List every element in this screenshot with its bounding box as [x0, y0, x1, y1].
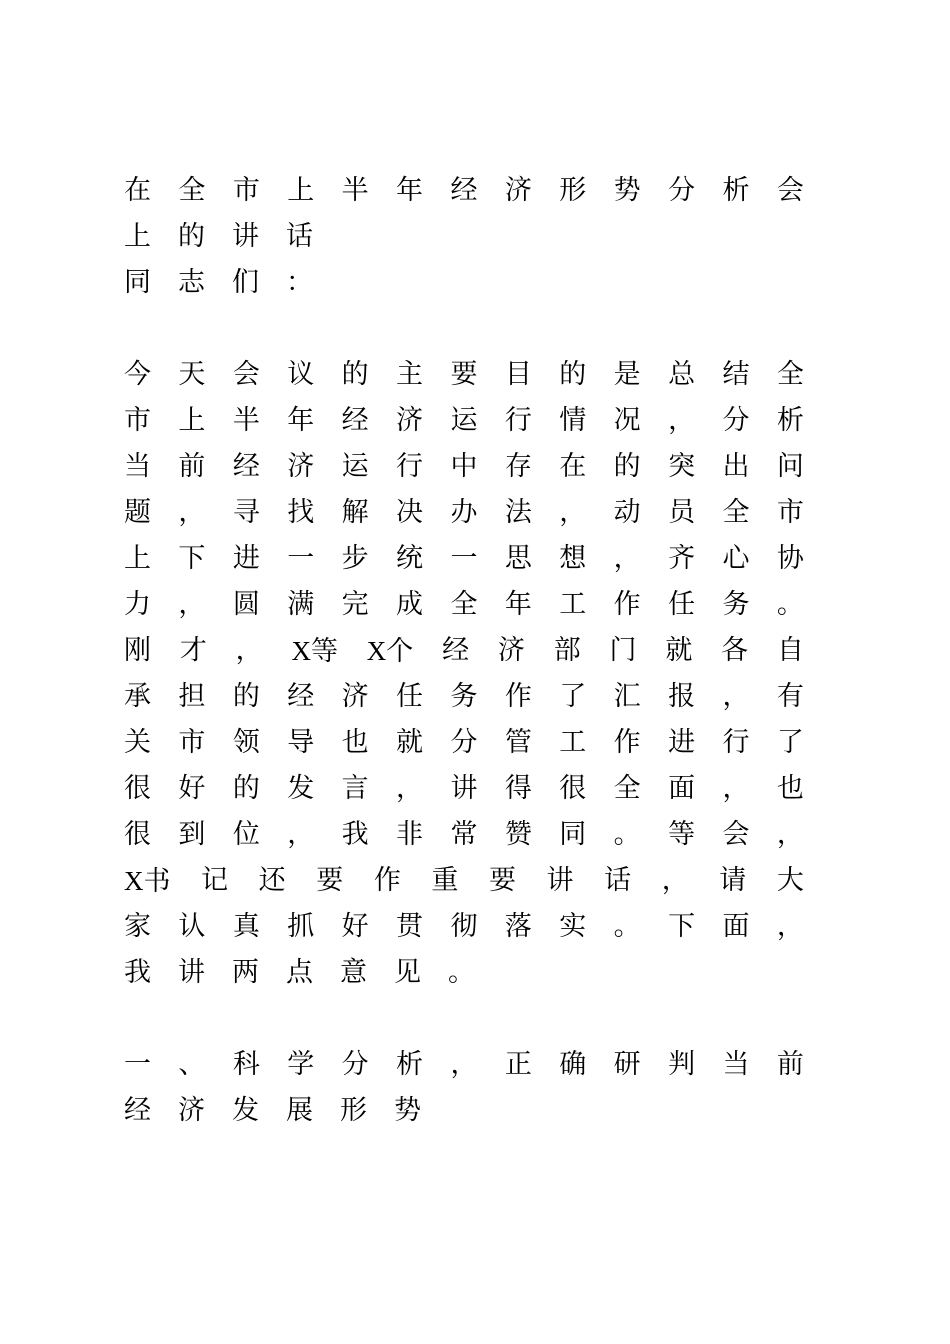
char: 经	[232, 451, 260, 482]
char: 一	[124, 1049, 151, 1080]
char: 位	[232, 819, 260, 850]
char: 非	[396, 819, 424, 850]
char: 工	[559, 727, 587, 758]
char: 。	[776, 589, 804, 620]
char: 认	[178, 911, 206, 942]
title-line	[124, 214, 804, 260]
char: X等	[291, 635, 338, 667]
char: 也	[341, 727, 369, 758]
char: 担	[178, 681, 206, 712]
paragraph-line	[124, 858, 804, 904]
char: 上	[124, 543, 151, 574]
char: 工	[559, 589, 587, 620]
char: 满	[287, 589, 315, 620]
char: 办	[450, 497, 478, 528]
char: 法	[504, 497, 532, 528]
document-page	[124, 168, 804, 1134]
char: 在	[124, 175, 151, 206]
char: 经	[450, 175, 478, 206]
char: ，	[668, 405, 696, 436]
char: 的	[341, 359, 369, 390]
char: 全	[613, 773, 641, 804]
char: 年	[287, 405, 315, 436]
salutation	[124, 260, 804, 306]
char: 议	[287, 359, 315, 390]
paragraph-line	[124, 444, 804, 490]
char: ，	[559, 497, 587, 528]
char: 面	[722, 911, 750, 942]
char: 员	[668, 497, 696, 528]
char: 就	[665, 635, 693, 666]
char: 同	[559, 819, 587, 850]
char: 大	[776, 865, 804, 896]
char: ，	[450, 1049, 478, 1080]
char: 结	[722, 359, 750, 390]
section-heading-1	[124, 1042, 804, 1134]
char: 很	[124, 819, 151, 850]
char: 还	[258, 865, 286, 896]
char: 前	[178, 451, 206, 482]
char: 是	[613, 359, 641, 390]
char: 点	[286, 957, 313, 988]
char: ，	[287, 819, 315, 850]
char: 作	[613, 727, 641, 758]
paragraph-line	[124, 398, 804, 444]
char: 真	[232, 911, 260, 942]
char: 务	[450, 681, 478, 712]
char: 析	[722, 175, 750, 206]
char: 贯	[396, 911, 424, 942]
char: 主	[396, 359, 424, 390]
char: 面	[668, 773, 696, 804]
char: 运	[341, 451, 369, 482]
char: 想	[559, 543, 587, 574]
paragraph-line	[124, 950, 804, 996]
char: 。	[613, 819, 641, 850]
char: 意	[340, 957, 367, 988]
char: 行	[722, 727, 750, 758]
char: 各	[721, 635, 749, 666]
char: 在	[559, 451, 587, 482]
char: 找	[287, 497, 315, 528]
char: 刚	[124, 635, 151, 666]
char: 半	[232, 405, 260, 436]
char: 很	[559, 773, 587, 804]
char: 经	[442, 635, 470, 666]
char: 济	[341, 681, 369, 712]
char: 上	[178, 405, 206, 436]
char: 要	[450, 359, 478, 390]
char: ，	[396, 773, 424, 804]
char: 才	[179, 635, 207, 666]
char: 天	[178, 359, 206, 390]
char: 要	[316, 865, 344, 896]
char: 一	[450, 543, 478, 574]
char: 上	[287, 175, 315, 206]
char: 统	[396, 543, 424, 574]
char: 汇	[613, 681, 641, 712]
char: 发	[232, 1095, 259, 1126]
char: 行	[396, 451, 424, 482]
char: 。	[613, 911, 641, 942]
char: 上	[124, 221, 151, 252]
char: 同	[124, 267, 151, 298]
char: 前	[776, 1049, 804, 1080]
char: 出	[722, 451, 750, 482]
char: ，	[178, 589, 206, 620]
blank-line	[124, 996, 804, 1042]
char: 分	[722, 405, 750, 436]
char: 很	[124, 773, 151, 804]
char: 一	[287, 543, 315, 574]
char: 会	[232, 359, 260, 390]
char: ，	[613, 543, 641, 574]
paragraph-line	[124, 812, 804, 858]
char: 务	[722, 589, 750, 620]
char: 请	[719, 865, 747, 896]
char: 进	[232, 543, 260, 574]
char: ，	[776, 819, 804, 850]
char: ，	[722, 681, 750, 712]
char: 会	[776, 175, 804, 206]
char: ，	[178, 497, 206, 528]
char: 步	[341, 543, 369, 574]
char: 的	[178, 221, 205, 252]
char: 今	[124, 359, 151, 390]
char: 彻	[450, 911, 478, 942]
char: 分	[668, 175, 696, 206]
char: 当	[722, 1049, 750, 1080]
char: 讲	[178, 957, 205, 988]
char: 言	[341, 773, 369, 804]
char: 动	[613, 497, 641, 528]
heading-line	[124, 1088, 804, 1134]
char: 了	[559, 681, 587, 712]
char: 突	[668, 451, 696, 482]
char: 市	[776, 497, 804, 528]
char: 势	[394, 1095, 421, 1126]
char: 析	[776, 405, 804, 436]
paragraph-line	[124, 674, 804, 720]
char: 正	[504, 1049, 532, 1080]
char: 得	[504, 773, 532, 804]
char: 关	[124, 727, 151, 758]
char: 全	[722, 497, 750, 528]
char: 科	[232, 1049, 260, 1080]
char: 两	[232, 957, 259, 988]
char: 形	[559, 175, 587, 206]
char: 任	[668, 589, 696, 620]
paragraph-line	[124, 766, 804, 812]
char: 况	[613, 405, 641, 436]
char: 作	[613, 589, 641, 620]
char: 学	[287, 1049, 315, 1080]
char: 领	[232, 727, 260, 758]
char: 重	[431, 865, 459, 896]
char: 部	[553, 635, 581, 666]
char: 报	[668, 681, 696, 712]
char: 我	[124, 957, 151, 988]
char: 中	[450, 451, 478, 482]
char: 完	[341, 589, 369, 620]
char: 的	[559, 359, 587, 390]
char: 济	[504, 175, 532, 206]
char: 承	[124, 681, 151, 712]
char: 下	[668, 911, 696, 942]
char: 情	[559, 405, 587, 436]
char: 确	[559, 1049, 587, 1080]
char: 圆	[232, 589, 260, 620]
char: 力	[124, 589, 151, 620]
char: 展	[286, 1095, 313, 1126]
char: 有	[776, 681, 804, 712]
char: 齐	[668, 543, 696, 574]
char: ，	[776, 911, 804, 942]
char: 也	[776, 773, 804, 804]
char: 全	[776, 359, 804, 390]
char: 实	[559, 911, 587, 942]
char: 济	[396, 405, 424, 436]
char: 全	[178, 175, 206, 206]
char: 落	[504, 911, 532, 942]
char: 济	[178, 1095, 205, 1126]
char: 年	[504, 589, 532, 620]
char: 析	[396, 1049, 424, 1080]
char: 全	[450, 589, 478, 620]
char: 市	[178, 727, 206, 758]
char: 研	[613, 1049, 641, 1080]
paragraph-line	[124, 352, 804, 398]
char: 分	[450, 727, 478, 758]
char: ，	[235, 635, 263, 666]
char: 门	[609, 635, 637, 666]
paragraph-line	[124, 720, 804, 766]
char: 话	[286, 221, 313, 252]
char: 作	[373, 865, 401, 896]
char: 年	[396, 175, 424, 206]
char: 的	[232, 681, 260, 712]
char: 目	[504, 359, 532, 390]
char: 市	[124, 405, 151, 436]
char: 好	[341, 911, 369, 942]
char: 抓	[287, 911, 315, 942]
char: 进	[668, 727, 696, 758]
char: 们	[232, 267, 259, 298]
char: 了	[776, 727, 804, 758]
char: 自	[776, 635, 804, 666]
char: 经	[124, 1095, 151, 1126]
char: 就	[396, 727, 424, 758]
char: 记	[201, 865, 229, 896]
char: 的	[613, 451, 641, 482]
char: 我	[341, 819, 369, 850]
char: 。	[448, 957, 475, 988]
char: 讲	[232, 221, 259, 252]
char: 讲	[546, 865, 574, 896]
char: 要	[488, 865, 516, 896]
char: 下	[178, 543, 206, 574]
char: 讲	[450, 773, 478, 804]
char: ：	[286, 267, 313, 298]
char: 管	[504, 727, 532, 758]
char: 思	[504, 543, 532, 574]
char: 寻	[232, 497, 260, 528]
char: 市	[232, 175, 260, 206]
title-line	[124, 168, 804, 214]
char: 题	[124, 497, 151, 528]
char: 发	[287, 773, 315, 804]
char: 、	[178, 1049, 206, 1080]
char: 运	[450, 405, 478, 436]
char: 等	[668, 819, 696, 850]
char: X书	[124, 865, 171, 897]
char: 经	[341, 405, 369, 436]
paragraph-line	[124, 490, 804, 536]
char: 济	[497, 635, 525, 666]
blank-line	[124, 306, 804, 352]
char: 行	[504, 405, 532, 436]
char: 解	[341, 497, 369, 528]
char: 当	[124, 451, 151, 482]
char: 见	[394, 957, 421, 988]
char: 家	[124, 911, 151, 942]
char: 好	[178, 773, 206, 804]
paragraph-line	[124, 628, 804, 674]
paragraph-1	[124, 352, 804, 996]
char: ，	[661, 865, 689, 896]
title	[124, 168, 804, 260]
char: 到	[178, 819, 206, 850]
char: 导	[287, 727, 315, 758]
char: 作	[504, 681, 532, 712]
char: 势	[613, 175, 641, 206]
paragraph-line	[124, 536, 804, 582]
heading-line	[124, 1042, 804, 1088]
char: 分	[341, 1049, 369, 1080]
paragraph-line	[124, 904, 804, 950]
char: 问	[776, 451, 804, 482]
char: 任	[396, 681, 424, 712]
char: ，	[722, 773, 750, 804]
char: X个	[366, 635, 414, 667]
char: 形	[340, 1095, 367, 1126]
char: 存	[504, 451, 532, 482]
char: 会	[722, 819, 750, 850]
char: 志	[178, 267, 205, 298]
char: 决	[396, 497, 424, 528]
char: 成	[396, 589, 424, 620]
char: 常	[450, 819, 478, 850]
char: 半	[341, 175, 369, 206]
char: 的	[232, 773, 260, 804]
char: 话	[604, 865, 632, 896]
char: 赞	[504, 819, 532, 850]
char: 协	[776, 543, 804, 574]
char: 总	[668, 359, 696, 390]
char: 经	[287, 681, 315, 712]
char: 判	[668, 1049, 696, 1080]
paragraph-line	[124, 582, 804, 628]
char: 心	[722, 543, 750, 574]
char: 济	[287, 451, 315, 482]
